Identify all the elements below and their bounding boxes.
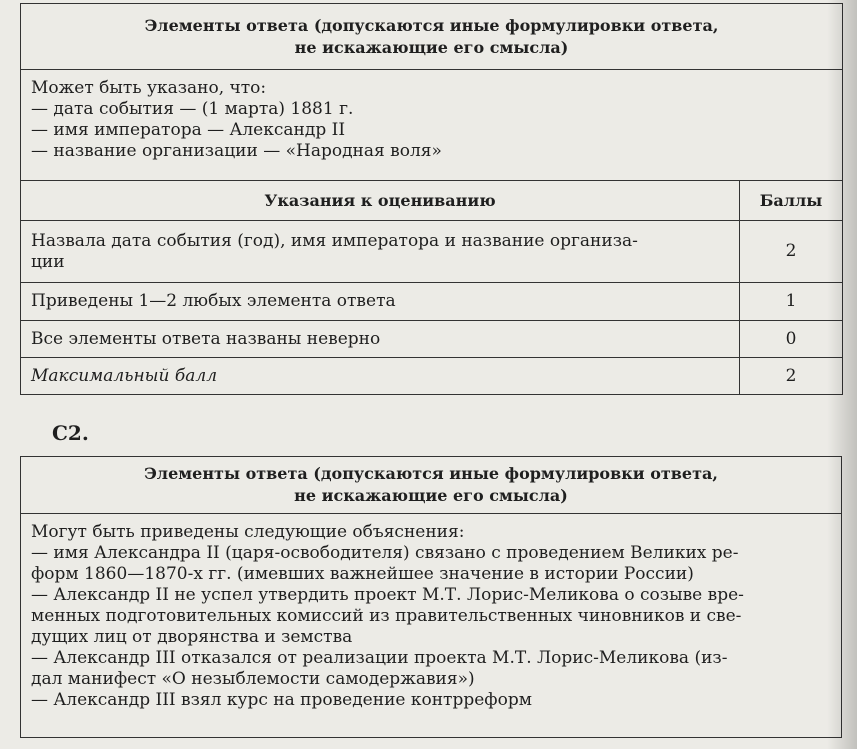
c2-line: форм 1860—1870-х гг. (имевших важнейшее значение в истории России) bbox=[31, 564, 694, 584]
section-c2-label: С2. bbox=[52, 421, 89, 445]
c2-line: дущих лиц от дворянства и земства bbox=[31, 627, 353, 647]
c1-answer-table bbox=[20, 3, 843, 395]
c1-header-line: Элементы ответа (допускаются иные формулировки ответа, bbox=[144, 15, 719, 35]
score-cell: 1 bbox=[740, 283, 843, 321]
c1-header-line: не искажающие его смысла) bbox=[294, 37, 569, 57]
c1-element-line: — имя императора — Александр II bbox=[31, 120, 346, 140]
c2-line: дал манифест «О незыблемости самодержавия») bbox=[31, 669, 475, 689]
c1-element-line: — название организации — «Народная воля» bbox=[31, 141, 442, 161]
c2-answer-table bbox=[20, 456, 842, 738]
c2-line: Могут быть приведены следующие объяснения: bbox=[31, 522, 465, 542]
c2-line: — Александр III отказался от реализации проекта М.Т. Лорис-Меликова (из- bbox=[31, 648, 728, 668]
c2-header-line: Элементы ответа (допускаются иные формулировки ответа, bbox=[144, 464, 718, 483]
criteria-header: Указания к оцениванию bbox=[21, 181, 740, 221]
c2-header-line: не искажающие его смысла) bbox=[294, 486, 568, 505]
c1-element-line: Может быть указано, что: bbox=[31, 78, 267, 98]
criteria-text: Все элементы ответа названы неверно bbox=[31, 328, 381, 349]
criteria-text: Назвала дата события (год), имя императора и название организа- bbox=[31, 231, 638, 251]
c2-line: — Александр II не успел утвердить проект М.Т. Лорис-Меликова о созыве вре- bbox=[31, 585, 744, 605]
c1-answer-elements bbox=[21, 70, 843, 181]
c2-line: менных подготовительных комиссий из правительственных чиновников и све- bbox=[31, 606, 742, 626]
c2-line: — Александр III взял курс на проведение контрреформ bbox=[31, 690, 532, 710]
criteria-row bbox=[21, 221, 740, 283]
c1-element-line: — дата события — (1 марта) 1881 г. bbox=[31, 99, 354, 119]
score-header: Баллы bbox=[740, 181, 843, 221]
criteria-row bbox=[21, 321, 740, 358]
max-score-value: 2 bbox=[740, 358, 843, 395]
max-score-label: Максимальный балл bbox=[21, 358, 740, 395]
score-cell: 0 bbox=[740, 321, 843, 358]
c2-line: — имя Александра II (царя-освободителя) связано с проведением Великих ре- bbox=[31, 543, 739, 563]
c1-header bbox=[21, 4, 843, 70]
c2-header bbox=[21, 457, 842, 514]
c2-explanations bbox=[21, 514, 842, 738]
criteria-text: ции bbox=[31, 252, 65, 272]
criteria-text: Приведены 1—2 любых элемента ответа bbox=[31, 291, 396, 311]
score-cell: 2 bbox=[740, 221, 843, 283]
criteria-row bbox=[21, 283, 740, 321]
